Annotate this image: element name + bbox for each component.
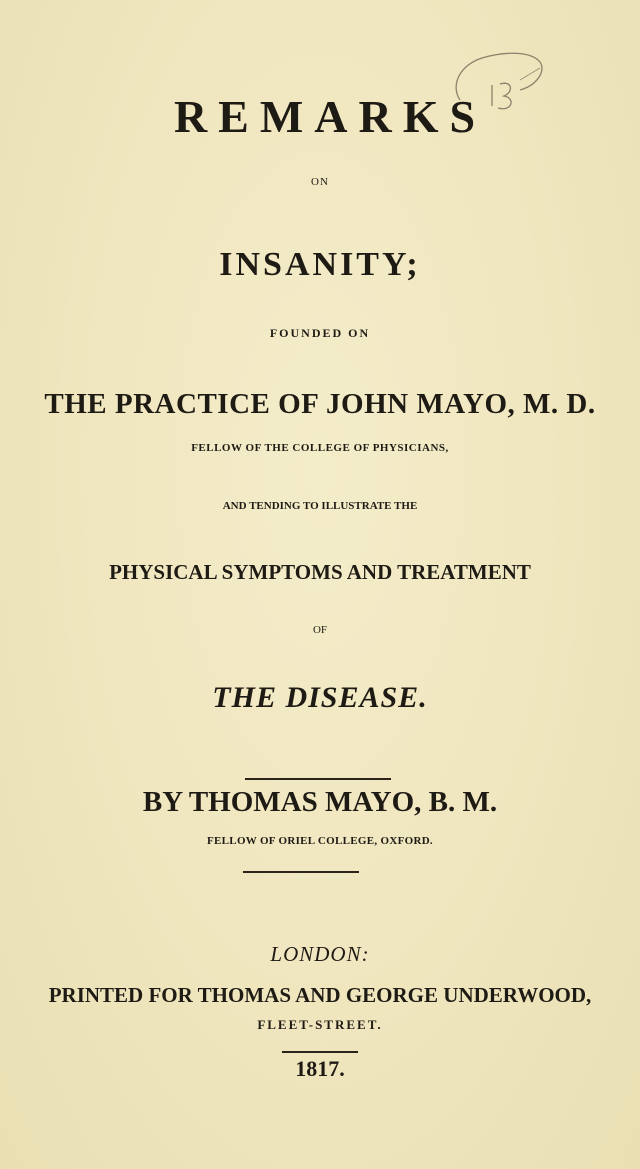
imprint-printer: PRINTED FOR THOMAS AND GEORGE UNDERWOOD, bbox=[48, 983, 592, 1007]
fellow-physicians: FELLOW OF THE COLLEGE OF PHYSICIANS, bbox=[191, 442, 449, 454]
practice-line: THE PRACTICE OF JOHN MAYO, M. D. bbox=[44, 388, 596, 420]
divider-rule bbox=[282, 1051, 358, 1053]
tending-line: AND TENDING TO ILLUSTRATE THE bbox=[222, 500, 418, 512]
word-of: OF bbox=[312, 624, 328, 636]
word-on: ON bbox=[311, 176, 329, 188]
divider-rule bbox=[243, 871, 359, 873]
fellow-oriel: FELLOW OF ORIEL COLLEGE, OXFORD. bbox=[207, 835, 433, 847]
divider-rule bbox=[245, 778, 391, 780]
author-line: BY THOMAS MAYO, B. M. bbox=[142, 786, 498, 818]
the-disease: THE DISEASE. bbox=[212, 681, 428, 714]
imprint-place: LONDON: bbox=[270, 942, 370, 966]
title-remarks: REMARKS bbox=[173, 91, 487, 142]
physical-symptoms-line: PHYSICAL SYMPTOMS AND TREATMENT bbox=[109, 560, 531, 584]
imprint-street: FLEET-STREET. bbox=[257, 1017, 383, 1032]
imprint-year: 1817. bbox=[295, 1056, 345, 1081]
founded-on: FOUNDED ON bbox=[269, 326, 371, 340]
title-insanity: INSANITY; bbox=[219, 246, 421, 283]
